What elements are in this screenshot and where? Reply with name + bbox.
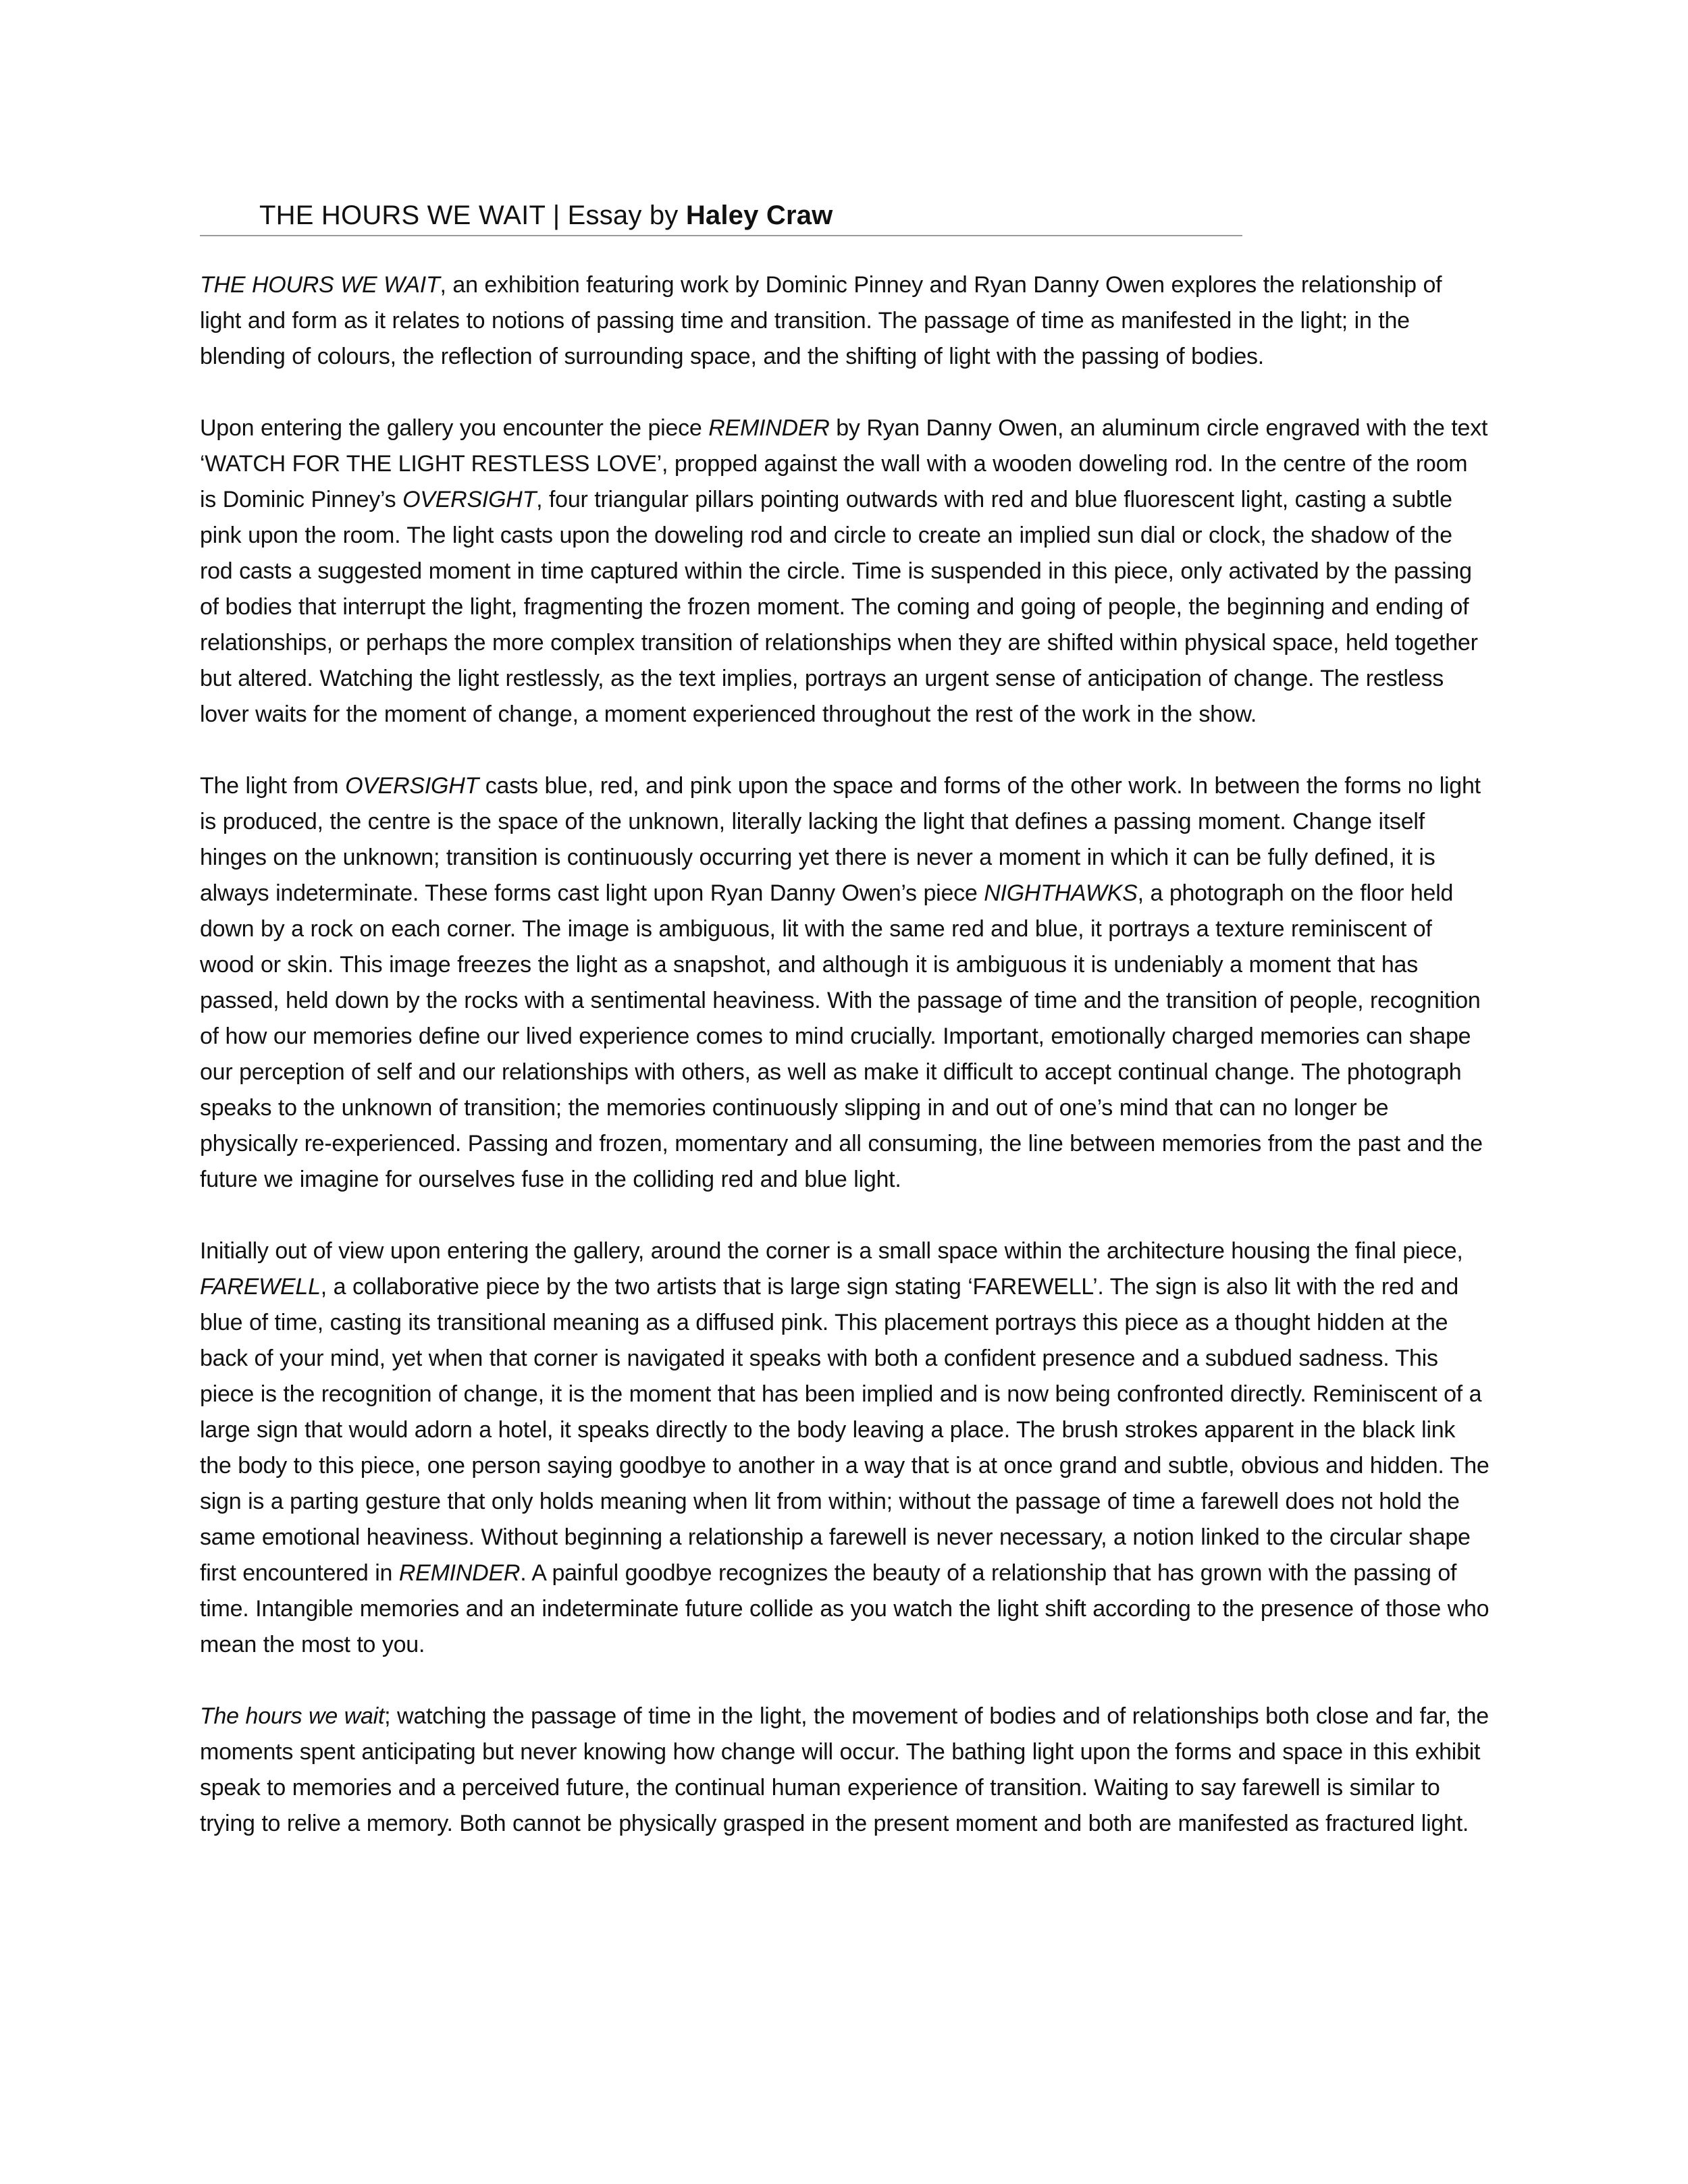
- paragraph-3-text-b: casts blue, red, and pink upon the space and forms of the other work. In between the forms no light is produced, the centre is the space of the unknown, literally lacking the light that defines a passing moment. Change itself hinges on the unknown; transition is continuously occurring yet there is never a moment in which it can be fully defined, it is always indeterminate. These forms cast light upon Ryan Danny Owen’s piece: [200, 773, 1481, 906]
- author-name: Haley Craw: [685, 201, 833, 230]
- paragraph-2-text-b: by Ryan Danny Owen, an aluminum circle engraved with the text ‘WATCH FOR THE LIGHT RESTLESS LOVE’, propped against the wall with a wooden doweling rod. In the centre of the room is Dominic Pinney’s: [200, 415, 1488, 512]
- paragraph-1: [200, 267, 1489, 375]
- work-title-nighthawks: NIGHTHAWKS: [984, 880, 1138, 906]
- essay-title: [259, 198, 833, 232]
- paragraph-4-text-a: Initially out of view upon entering the gallery, around the corner is a small space within the architecture housing the final piece,: [200, 1238, 1463, 1264]
- essay-body: [200, 267, 1489, 1877]
- work-title-reminder: REMINDER: [708, 415, 830, 441]
- paragraph-4-text-b: , a collaborative piece by the two artists that is large sign stating ‘FAREWELL’. The sign is also lit with the red and blue of time, casting its transitional meaning as a diffused pink. This placement portrays this piece as a thought hidden at the back of your mind, yet when that corner is navigated it speaks with both a confident presence and a subdued sadness. This piece is the recognition of change, it is the moment that has been implied and is now being confronted directly. Reminiscent of a large sign that would adorn a hotel, it speaks directly to the body leaving a place. The brush strokes apparent in the black link the body to this piece, one person saying goodbye to another in a way that is at once grand and subtle, obvious and hidden. The sign is a parting gesture that only holds meaning when lit from within; without the passage of time a farewell does not hold the same emotional heaviness. Without beginning a relationship a farewell is never necessary, a notion linked to the circular shape first encountered in: [200, 1274, 1489, 1586]
- exhibition-title-lowercase: The hours we wait: [200, 1703, 385, 1729]
- paragraph-4: [200, 1233, 1489, 1663]
- work-title-oversight: OVERSIGHT: [402, 487, 537, 512]
- essay-header: [200, 197, 1242, 236]
- paragraph-3: [200, 768, 1489, 1198]
- paragraph-1-text: , an exhibition featuring work by Dominic Pinney and Ryan Danny Owen explores the relationship of light and form as it relates to notions of passing time and transition. The passage of time as manifested in the light; in the blending of colours, the reflection of surrounding space, and the shifting of light with the passing of bodies.: [200, 272, 1442, 369]
- exhibition-title: THE HOURS WE WAIT: [200, 272, 440, 298]
- work-title-oversight: OVERSIGHT: [345, 773, 479, 799]
- paragraph-3-text-c: , a photograph on the floor held down by a rock on each corner. The image is ambiguous, lit with the same red and blue, it portrays a texture reminiscent of wood or skin. This image freezes the light as a snapshot, and although it is ambiguous it is undeniably a moment that has passed, held down by the rocks with a sentimental heaviness. With the passage of time and the transition of people, recognition of how our memories define our lived experience comes to mind crucially. Important, emotionally charged memories can shape our perception of self and our relationships with others, as well as make it difficult to accept continual change. The photograph speaks to the unknown of transition; the memories continuously slipping in and out of one’s mind that can no longer be physically re-experienced. Passing and frozen, momentary and all consuming, the line between memories from the past and the future we imagine for ourselves fuse in the colliding red and blue light.: [200, 880, 1483, 1192]
- paragraph-3-text-a: The light from: [200, 773, 346, 799]
- work-title-farewell: FAREWELL: [200, 1274, 321, 1300]
- paragraph-2: [200, 410, 1489, 733]
- paragraph-4-text-c: . A painful goodbye recognizes the beauty of a relationship that has grown with the passing of time. Intangible memories and an indeterminate future collide as you watch the light shift according to the presence of those who mean the most to you.: [200, 1560, 1489, 1657]
- paragraph-2-text-c: , four triangular pillars pointing outwards with red and blue fluorescent light, casting a subtle pink upon the room. The light casts upon the doweling rod and circle to create an implied sun dial or clock, the shadow of the rod casts a suggested moment in time captured within the circle. Time is suspended in this piece, only activated by the passing of bodies that interrupt the light, fragmenting the frozen moment. The coming and going of people, the beginning and ending of relationships, or perhaps the more complex transition of relationships when they are shifted within physical space, held together but altered. Watching the light restlessly, as the text implies, portrays an urgent sense of anticipation of change. The restless lover waits for the moment of change, a moment experienced throughout the rest of the work in the show.: [200, 487, 1478, 727]
- work-title-reminder: REMINDER: [398, 1560, 521, 1586]
- paragraph-5: [200, 1699, 1489, 1842]
- paragraph-5-text: ; watching the passage of time in the light, the movement of bodies and of relationships both close and far, the moments spent anticipating but never knowing how change will occur. The bathing light upon the forms and space in this exhibit speak to memories and a perceived future, the continual human experience of transition. Waiting to say farewell is similar to trying to relive a memory. Both cannot be physically grasped in the present moment and both are manifested as fractured light.: [200, 1703, 1489, 1836]
- title-text: THE HOURS WE WAIT | Essay by: [259, 201, 686, 230]
- paragraph-2-text-a: Upon entering the gallery you encounter the piece: [200, 415, 709, 441]
